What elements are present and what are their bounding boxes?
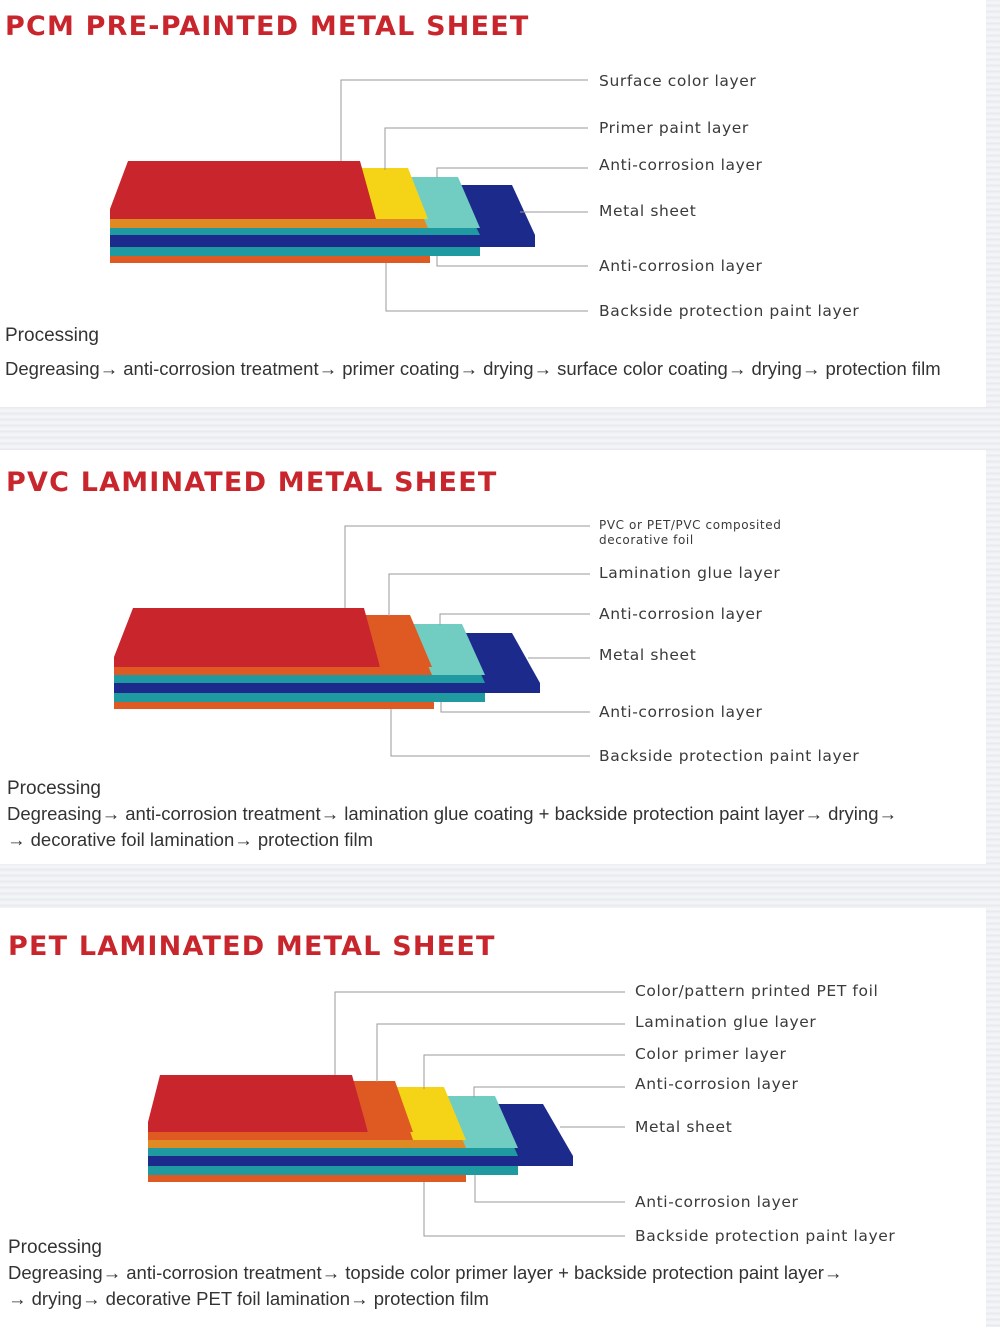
section-title: PCM PRE-PAINTED METAL SHEET	[5, 11, 530, 42]
layer-label-anticorrosion-bottom: Anti-corrosion layer	[599, 257, 763, 275]
layer-label-primer-paint: Primer paint layer	[599, 119, 749, 137]
layer-strip-anticorrosion-top	[110, 228, 480, 235]
layer-face-pvc-foil	[114, 608, 380, 667]
processing-title: Processing	[5, 325, 99, 346]
processing-title: Processing	[8, 1237, 102, 1258]
layer-label-backside-protection: Backside protection paint layer	[599, 302, 860, 320]
section-title: PVC LAMINATED METAL SHEET	[6, 467, 498, 498]
layer-label-anticorrosion-top: Anti-corrosion layer	[599, 156, 763, 174]
processing-steps-line-1: Degreasing→ anti-corrosion treatment→ topside color primer layer + backside protection paint layer→	[8, 1262, 843, 1283]
layer-strip-backside	[148, 1175, 466, 1182]
processing-steps-line-2: → drying→ decorative PET foil lamination→ protection film	[8, 1288, 489, 1309]
layer-strip-anticorrosion-bottom	[148, 1166, 518, 1175]
layer-label-metal-sheet: Metal sheet	[599, 202, 697, 220]
layer-strip-anticorrosion-bottom	[114, 693, 485, 702]
layer-strip-color-primer	[148, 1140, 466, 1148]
layer-strip-anticorrosion-bottom	[110, 247, 480, 256]
layer-label-lamination-glue: Lamination glue layer	[635, 1013, 817, 1031]
layer-label-color-primer: Color primer layer	[635, 1045, 787, 1063]
layer-strip-glue	[148, 1132, 413, 1140]
layer-strip-anticorrosion-top	[148, 1148, 518, 1156]
pvc-layer-diagram	[0, 450, 986, 780]
layer-face-pet-foil	[148, 1075, 368, 1132]
section-title: PET LAMINATED METAL SHEET	[8, 931, 496, 962]
layer-strip-anticorrosion-top	[114, 675, 485, 683]
layer-strip-backside	[114, 702, 434, 709]
processing-steps: Degreasing→ anti-corrosion treatment→ primer coating→ drying→ surface color coating→ drying→ protection film	[5, 358, 941, 379]
layer-label-backside-protection: Backside protection paint layer	[635, 1227, 896, 1245]
layer-label-metal-sheet: Metal sheet	[635, 1118, 733, 1136]
processing-title: Processing	[7, 778, 101, 799]
layer-label-anticorrosion-bottom: Anti-corrosion layer	[635, 1193, 799, 1211]
layer-strip-primer	[110, 219, 430, 228]
pet-section	[0, 908, 986, 1327]
layer-strip-metal	[110, 235, 535, 247]
layer-strip-backside	[110, 256, 430, 263]
layer-label-metal-sheet: Metal sheet	[599, 646, 697, 664]
pcm-layer-diagram	[0, 0, 986, 330]
layer-strip-metal	[148, 1156, 573, 1166]
layer-strip-glue	[114, 667, 434, 675]
pvc-section	[0, 450, 986, 864]
layer-label-pvc-foil: PVC or PET/PVC composited decorative foil	[599, 518, 782, 547]
layer-label-backside-protection: Backside protection paint layer	[599, 747, 860, 765]
layer-label-surface-color: Surface color layer	[599, 72, 757, 90]
layer-strip-metal	[114, 683, 540, 693]
layer-label-anticorrosion-top: Anti-corrosion layer	[599, 605, 763, 623]
layer-label-anticorrosion-top: Anti-corrosion layer	[635, 1075, 799, 1093]
layer-label-pet-foil: Color/pattern printed PET foil	[635, 982, 879, 1000]
pet-layer-diagram	[0, 908, 986, 1248]
layer-label-lamination-glue: Lamination glue layer	[599, 564, 781, 582]
processing-steps-line-2: → decorative foil lamination→ protection film	[7, 829, 374, 850]
processing-steps-line-1: Degreasing→ anti-corrosion treatment→ lamination glue coating + backside protection paint layer→ drying→	[7, 803, 897, 824]
layer-label-anticorrosion-bottom: Anti-corrosion layer	[599, 703, 763, 721]
layer-face-surface	[110, 161, 376, 219]
pcm-section	[0, 0, 986, 407]
